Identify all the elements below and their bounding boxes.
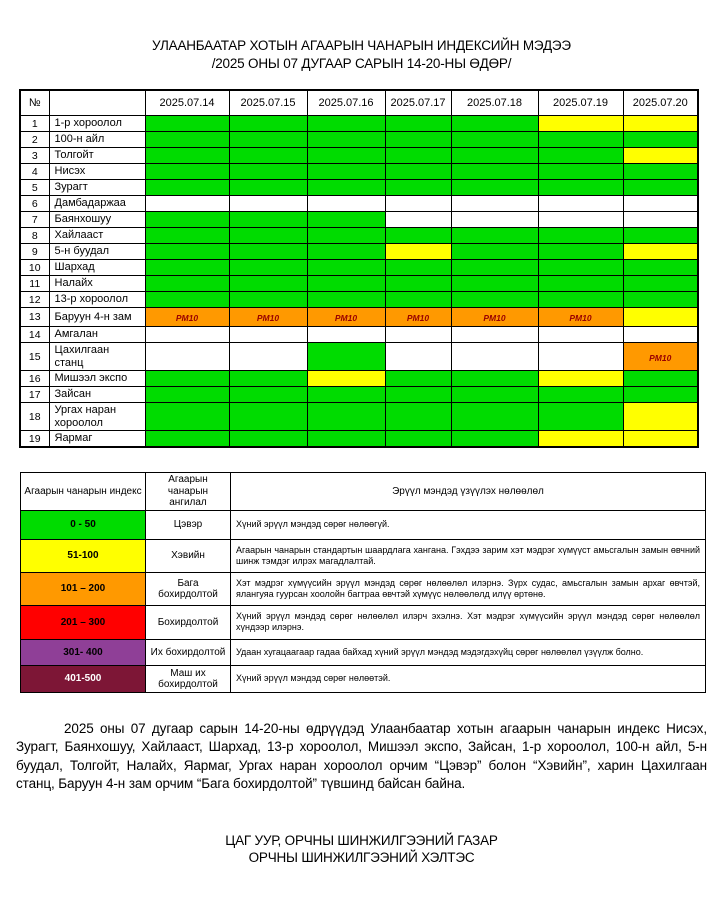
- aqi-legend-table: [20, 472, 706, 693]
- aqi-value-cell: [623, 164, 698, 180]
- row-number: 1: [20, 116, 49, 132]
- aqi-value-cell: [623, 403, 698, 431]
- aqi-value-cell: [229, 371, 307, 387]
- legend-header-row: [21, 473, 706, 511]
- station-name: Зурагт: [49, 180, 145, 196]
- station-name: Шархад: [49, 260, 145, 276]
- aqi-value-cell: [538, 431, 623, 448]
- aqi-value-cell: [145, 196, 229, 212]
- pm10-pollutant-label: PM10: [649, 352, 672, 363]
- row-number: 11: [20, 276, 49, 292]
- aqi-value-cell: [145, 308, 229, 327]
- station-name: Хайлааст: [49, 228, 145, 244]
- aqi-value-cell: [451, 212, 538, 228]
- aqi-station-row: [20, 212, 698, 228]
- row-number: 3: [20, 148, 49, 164]
- row-number: 19: [20, 431, 49, 448]
- row-number: 10: [20, 260, 49, 276]
- legend-col-header-category: Агаарын чанарын ангилал: [146, 473, 231, 511]
- aqi-value-cell: [307, 387, 385, 403]
- col-header-date: 2025.07.15: [229, 90, 307, 116]
- station-name: Мишээл экспо: [49, 371, 145, 387]
- legend-health-effect: Удаан хугацаагаар гадаа байхад хүний эрүүл мэндэд мэдэгдэхүйц сөрөг нөлөөлөл үзүүлж болно.: [231, 639, 706, 665]
- aqi-value-cell: [229, 148, 307, 164]
- aqi-value-cell: [229, 212, 307, 228]
- aqi-value-cell: [623, 196, 698, 212]
- aqi-value-cell: [451, 343, 538, 371]
- aqi-value-cell: [538, 132, 623, 148]
- legend-category: Цэвэр: [146, 510, 231, 539]
- aqi-value-cell: [145, 228, 229, 244]
- report-title-line2: /2025 ОНЫ 07 ДУГААР САРЫН 14-20-НЫ ӨДӨР/: [211, 56, 512, 71]
- aqi-value-cell: [229, 343, 307, 371]
- aqi-value-cell: [385, 180, 451, 196]
- aqi-value-cell: [145, 431, 229, 448]
- aqi-value-cell: [538, 212, 623, 228]
- legend-category: Хэвийн: [146, 539, 231, 572]
- station-name: Амгалан: [49, 327, 145, 343]
- station-name: 100-н айл: [49, 132, 145, 148]
- aqi-value-cell: [145, 212, 229, 228]
- aqi-value-cell: [145, 148, 229, 164]
- aqi-station-row: [20, 276, 698, 292]
- aqi-value-cell: [451, 292, 538, 308]
- station-name: 13-р хороолол: [49, 292, 145, 308]
- aqi-value-cell: [623, 387, 698, 403]
- legend-index-range: 0 - 50: [21, 510, 146, 539]
- aqi-station-row: [20, 244, 698, 260]
- pm10-pollutant-label: PM10: [334, 313, 358, 323]
- summary-paragraph: 2025 оны 07 дугаар сарын 14-20-ны өдрүүдэд Улаанбаатар хотын агаарын чанарын индекс Нисэх, Зурагт, Баянхошуу, Хайлааст, Шархад, 13-р хороолол, Мишээл экспо, Зайсан, 1-р хороолол, 100-н айл, 5-н буудал, Толгойт, Налайх, Яармаг, Ургах наран хороолол орчим “Цэвэр” болон “Хэвийн”, харин Цахилгаан станц, Баруун 4-н зам орчим “Бага бохирдолтой” түвшинд байсан байна.: [16, 720, 707, 791]
- aqi-value-cell: [229, 308, 307, 327]
- legend-index-range: 401-500: [21, 665, 146, 692]
- aqi-station-row: [20, 196, 698, 212]
- aqi-value-cell: [538, 343, 623, 371]
- aqi-value-cell: [229, 387, 307, 403]
- legend-health-effect: Хүний эрүүл мэндэд сөрөг нөлөөлөл илэрч эхэлнэ. Хэт мэдрэг хүмүүсийн эрүүл мэндэд сөрөг нөлөөлөл хүндээр илэрнэ.: [231, 605, 706, 639]
- aqi-value-cell: [623, 116, 698, 132]
- aqi-value-cell: [385, 196, 451, 212]
- aqi-value-cell: [385, 431, 451, 448]
- aqi-value-cell: [229, 292, 307, 308]
- aqi-value-cell: [538, 164, 623, 180]
- aqi-value-cell: [307, 148, 385, 164]
- col-header-date: 2025.07.18: [451, 90, 538, 116]
- aqi-value-cell: [145, 180, 229, 196]
- aqi-value-cell: [229, 276, 307, 292]
- row-number: 7: [20, 212, 49, 228]
- station-name: 5-н буудал: [49, 244, 145, 260]
- legend-row: [21, 539, 706, 572]
- aqi-value-cell: [538, 196, 623, 212]
- agency-footer-line2: ОРЧНЫ ШИНЖИЛГЭЭНИЙ ХЭЛТЭС: [248, 849, 475, 865]
- aqi-value-cell: [451, 244, 538, 260]
- station-name: Ургах наран хороолол: [49, 403, 145, 431]
- aqi-header-row: [20, 90, 698, 116]
- col-header-date: 2025.07.17: [385, 90, 451, 116]
- aqi-value-cell: [145, 244, 229, 260]
- aqi-station-row: [20, 180, 698, 196]
- aqi-value-cell: [145, 343, 229, 371]
- row-number: 12: [20, 292, 49, 308]
- legend-row: [21, 665, 706, 692]
- aqi-value-cell: [307, 212, 385, 228]
- aqi-value-cell: [229, 260, 307, 276]
- legend-col-header-effect: Эрүүл мэндэд үзүүлэх нөлөөлөл: [231, 473, 706, 511]
- aqi-value-cell: [307, 244, 385, 260]
- aqi-station-row: [20, 327, 698, 343]
- aqi-value-cell: [623, 260, 698, 276]
- report-title-line1: УЛААНБААТАР ХОТЫН АГААРЫН ЧАНАРЫН ИНДЕКСИЙН МЭДЭЭ: [152, 38, 571, 53]
- aqi-station-row: [20, 403, 698, 431]
- aqi-value-cell: [538, 228, 623, 244]
- aqi-value-cell: [538, 260, 623, 276]
- aqi-value-cell: [538, 308, 623, 327]
- aqi-value-cell: [145, 164, 229, 180]
- aqi-value-cell: [623, 148, 698, 164]
- aqi-value-cell: [385, 387, 451, 403]
- aqi-value-cell: [538, 180, 623, 196]
- aqi-value-cell: [451, 276, 538, 292]
- aqi-value-cell: [385, 132, 451, 148]
- aqi-value-cell: [229, 228, 307, 244]
- row-number: 6: [20, 196, 49, 212]
- pm10-pollutant-label: PM10: [569, 313, 592, 323]
- aqi-value-cell: [307, 260, 385, 276]
- aqi-value-cell: [538, 276, 623, 292]
- aqi-value-cell: [145, 371, 229, 387]
- station-name: Зайсан: [49, 387, 145, 403]
- aqi-value-cell: [307, 292, 385, 308]
- aqi-value-cell: [145, 403, 229, 431]
- aqi-value-cell: [145, 132, 229, 148]
- aqi-value-cell: [385, 244, 451, 260]
- aqi-value-cell: [451, 164, 538, 180]
- aqi-value-cell: [307, 164, 385, 180]
- aqi-value-cell: [385, 308, 451, 327]
- legend-index-range: 101 – 200: [21, 572, 146, 605]
- aqi-value-cell: [385, 343, 451, 371]
- aqi-station-row: [20, 343, 698, 371]
- station-name: Баянхошуу: [49, 212, 145, 228]
- legend-health-effect: Хэт мэдрэг хүмүүсийн эрүүл мэндэд сөрөг нөлөөлөл илэрнэ. Зүрх судас, амьсгалын замын архаг өвчтэй, ялангуяа гуурсан хоолойн багтраа өвчтэй хүмүүс нөлөөлөлд илүү өртөнө.: [231, 572, 706, 605]
- legend-row: [21, 639, 706, 665]
- legend-index-range: 301- 400: [21, 639, 146, 665]
- aqi-value-cell: [307, 180, 385, 196]
- aqi-value-cell: [145, 327, 229, 343]
- aqi-value-cell: [145, 387, 229, 403]
- aqi-value-cell: [451, 371, 538, 387]
- pm10-pollutant-label: PM10: [483, 313, 506, 323]
- legend-row: [21, 572, 706, 605]
- agency-footer: [0, 832, 723, 866]
- air-quality-report-page: [0, 37, 723, 910]
- pm10-pollutant-label: PM10: [256, 313, 280, 323]
- aqi-value-cell: [451, 260, 538, 276]
- row-number: 9: [20, 244, 49, 260]
- legend-index-range: 201 – 300: [21, 605, 146, 639]
- aqi-value-cell: [307, 228, 385, 244]
- aqi-value-cell: [307, 116, 385, 132]
- aqi-value-cell: [145, 292, 229, 308]
- row-number: 13: [20, 308, 49, 327]
- aqi-value-cell: [385, 260, 451, 276]
- aqi-value-cell: [623, 276, 698, 292]
- aqi-station-row: [20, 228, 698, 244]
- row-number: 15: [20, 343, 49, 371]
- aqi-value-cell: [385, 148, 451, 164]
- station-name: Цахилгаан станц: [49, 343, 145, 371]
- aqi-value-cell: [385, 403, 451, 431]
- agency-footer-line1: ЦАГ УУР, ОРЧНЫ ШИНЖИЛГЭЭНИЙ ГАЗАР: [225, 832, 498, 848]
- aqi-value-cell: [385, 371, 451, 387]
- aqi-station-row: [20, 116, 698, 132]
- aqi-value-cell: [623, 327, 698, 343]
- pm10-pollutant-label: PM10: [406, 313, 430, 323]
- report-title: [0, 37, 723, 73]
- aqi-value-cell: [229, 403, 307, 431]
- aqi-station-row: [20, 164, 698, 180]
- legend-category: Бага бохирдолтой: [146, 572, 231, 605]
- row-number: 2: [20, 132, 49, 148]
- aqi-station-row: [20, 292, 698, 308]
- aqi-station-row: [20, 387, 698, 403]
- aqi-value-cell: [229, 327, 307, 343]
- legend-index-range: 51-100: [21, 539, 146, 572]
- legend-category: Их бохирдолтой: [146, 639, 231, 665]
- col-header-station: [49, 90, 145, 116]
- aqi-value-cell: [451, 308, 538, 327]
- aqi-value-cell: [385, 292, 451, 308]
- aqi-value-cell: [623, 371, 698, 387]
- station-name: Налайх: [49, 276, 145, 292]
- col-header-date: 2025.07.14: [145, 90, 229, 116]
- aqi-value-cell: [623, 431, 698, 448]
- aqi-value-cell: [538, 292, 623, 308]
- aqi-daily-table: [19, 89, 699, 448]
- aqi-value-cell: [385, 276, 451, 292]
- station-name: Дамбадаржаа: [49, 196, 145, 212]
- aqi-station-row: [20, 431, 698, 448]
- aqi-value-cell: [451, 180, 538, 196]
- row-number: 17: [20, 387, 49, 403]
- aqi-value-cell: [451, 196, 538, 212]
- aqi-value-cell: [538, 148, 623, 164]
- station-name: 1-р хороолол: [49, 116, 145, 132]
- station-name: Баруун 4-н зам: [49, 308, 145, 327]
- aqi-value-cell: [451, 431, 538, 448]
- aqi-value-cell: [307, 132, 385, 148]
- aqi-value-cell: [307, 327, 385, 343]
- col-header-date: 2025.07.16: [307, 90, 385, 116]
- aqi-value-cell: [538, 387, 623, 403]
- aqi-value-cell: [451, 403, 538, 431]
- legend-category: Маш их бохирдолтой: [146, 665, 231, 692]
- col-header-date: 2025.07.19: [538, 90, 623, 116]
- aqi-station-row: [20, 371, 698, 387]
- row-number: 18: [20, 403, 49, 431]
- legend-col-header-index: Агаарын чанарын индекс: [21, 473, 146, 511]
- aqi-value-cell: [623, 292, 698, 308]
- aqi-value-cell: [307, 343, 385, 371]
- aqi-value-cell: [451, 387, 538, 403]
- station-name: Яармаг: [49, 431, 145, 448]
- aqi-value-cell: [623, 308, 698, 327]
- aqi-value-cell: [229, 196, 307, 212]
- aqi-value-cell: [385, 228, 451, 244]
- aqi-value-cell: [229, 132, 307, 148]
- legend-row: [21, 510, 706, 539]
- row-number: 14: [20, 327, 49, 343]
- aqi-value-cell: [538, 244, 623, 260]
- legend-health-effect: Агаарын чанарын стандартын шаардлага хангана. Гэхдээ зарим хэт мэдрэг хүмүүст амьсгалын замын өвчний шинж тэмдэг илрэх магадлалтай.: [231, 539, 706, 572]
- aqi-value-cell: [385, 212, 451, 228]
- aqi-value-cell: [145, 116, 229, 132]
- aqi-value-cell: [538, 116, 623, 132]
- aqi-value-cell: [451, 228, 538, 244]
- aqi-value-cell: [623, 180, 698, 196]
- aqi-value-cell: [623, 212, 698, 228]
- aqi-value-cell: [451, 148, 538, 164]
- aqi-value-cell: [538, 371, 623, 387]
- legend-health-effect: Хүний эрүүл мэндэд сөрөг нөлөөтэй.: [231, 665, 706, 692]
- aqi-value-cell: [538, 327, 623, 343]
- aqi-value-cell: [623, 244, 698, 260]
- aqi-station-row: [20, 132, 698, 148]
- aqi-value-cell: [307, 276, 385, 292]
- aqi-value-cell: [307, 371, 385, 387]
- aqi-value-cell: [229, 180, 307, 196]
- station-name: Толгойт: [49, 148, 145, 164]
- aqi-station-row: [20, 260, 698, 276]
- pm10-pollutant-label: PM10: [175, 313, 199, 323]
- aqi-value-cell: [451, 116, 538, 132]
- aqi-value-cell: [307, 403, 385, 431]
- row-number: 8: [20, 228, 49, 244]
- aqi-value-cell: [538, 403, 623, 431]
- aqi-value-cell: [229, 164, 307, 180]
- legend-health-effect: Хүний эрүүл мэндэд сөрөг нөлөөгүй.: [231, 510, 706, 539]
- aqi-value-cell: [385, 116, 451, 132]
- aqi-value-cell: [623, 228, 698, 244]
- aqi-value-cell: [229, 116, 307, 132]
- aqi-value-cell: [229, 244, 307, 260]
- legend-row: [21, 605, 706, 639]
- aqi-value-cell: [307, 308, 385, 327]
- aqi-value-cell: [385, 327, 451, 343]
- aqi-value-cell: [229, 431, 307, 448]
- row-number: 5: [20, 180, 49, 196]
- aqi-value-cell: [451, 327, 538, 343]
- row-number: 4: [20, 164, 49, 180]
- aqi-value-cell: [385, 164, 451, 180]
- aqi-value-cell: [451, 132, 538, 148]
- aqi-value-cell: [145, 276, 229, 292]
- aqi-value-cell: [307, 431, 385, 448]
- aqi-value-cell: [623, 132, 698, 148]
- col-header-number: №: [20, 90, 49, 116]
- aqi-value-cell: [145, 260, 229, 276]
- row-number: 16: [20, 371, 49, 387]
- station-name: Нисэх: [49, 164, 145, 180]
- aqi-station-row: [20, 148, 698, 164]
- aqi-value-cell: [623, 343, 698, 371]
- legend-category: Бохирдолтой: [146, 605, 231, 639]
- col-header-date: 2025.07.20: [623, 90, 698, 116]
- aqi-station-row: [20, 308, 698, 327]
- aqi-value-cell: [307, 196, 385, 212]
